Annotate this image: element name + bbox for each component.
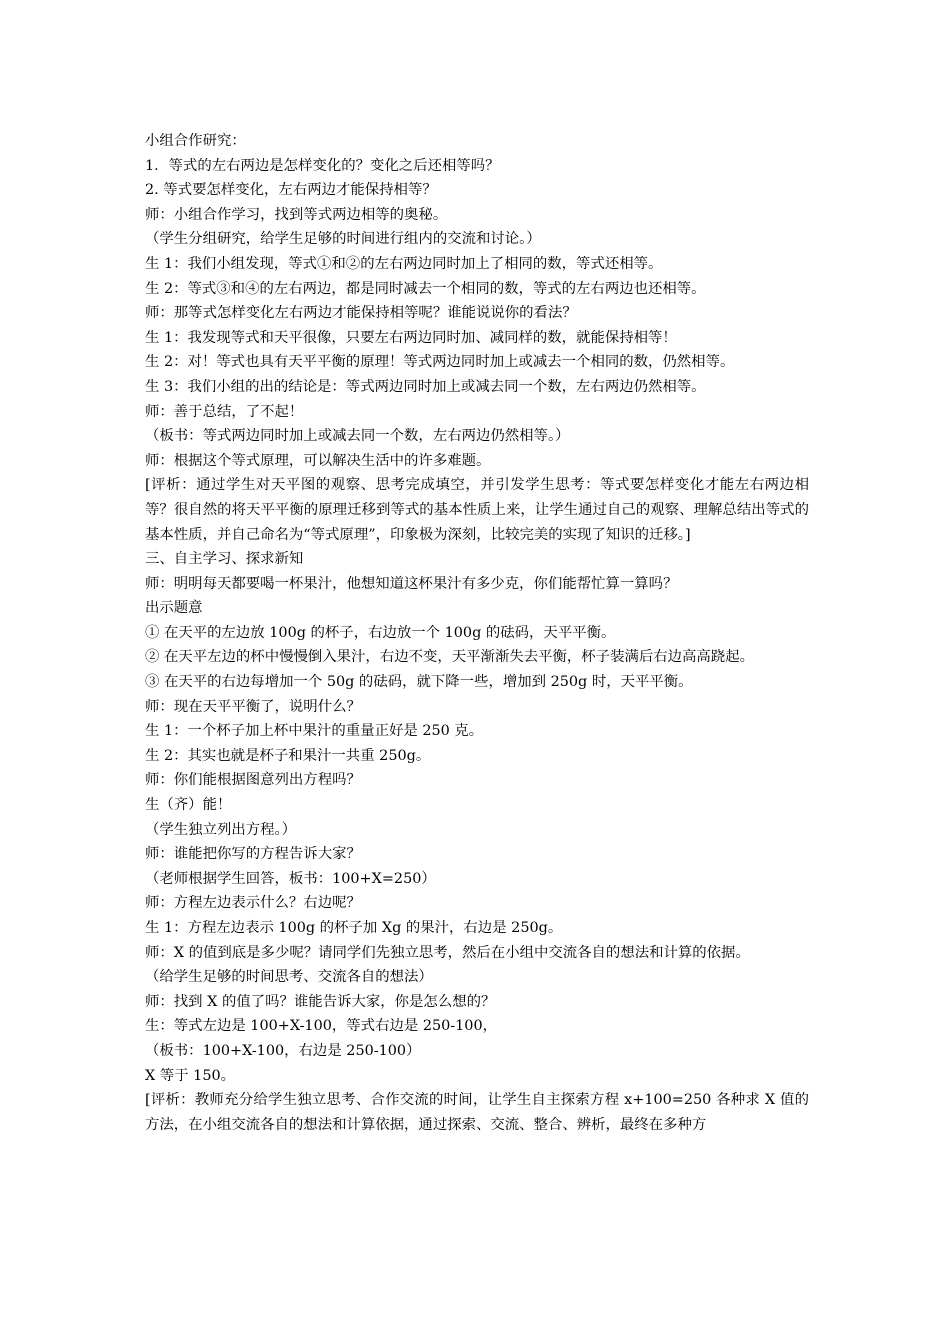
text-line: 生 2：对！等式也具有天平平衡的原理！等式两边同时加上或减去一个相同的数，仍然相等。 xyxy=(145,354,735,371)
text-line: 师：现在天平平衡了，说明什么？ xyxy=(145,698,361,715)
text-line: X 等于 150。 xyxy=(145,1067,236,1084)
text-line: 生 1：我发现等式和天平很像，只要左右两边同时加、减同样的数，就能保持相等！ xyxy=(145,329,677,346)
text-line: （板书：100+X-100，右边是 250-100） xyxy=(145,1042,421,1059)
text-line: ① 在天平的左边放 100g 的杯子，右边放一个 100g 的砝码，天平平衡。 xyxy=(145,624,616,641)
text-line: 1．等式的左右两边是怎样变化的？变化之后还相等吗？ xyxy=(145,157,500,174)
text-line: 生：等式左边是 100+X-100，等式右边是 250-100， xyxy=(145,1018,498,1035)
text-line: 师：善于总结，了不起！ xyxy=(145,403,304,420)
text-line: （给学生足够的时间思考、交流各自的想法） xyxy=(145,969,433,986)
text-line: （学生独立列出方程。） xyxy=(145,821,297,838)
comment-paragraph: [评析：教师充分给学生独立思考、合作交流的时间，让学生自主探索方程 x+100=250 各种求 X 值的方法，在小组交流各自的想法和计算依据，通过探索、交流、整合、辨析，最终在多种方 xyxy=(145,1092,809,1133)
text-line: 生 3：我们小组的出的结论是：等式两边同时加上或减去同一个数，左右两边仍然相等。 xyxy=(145,378,706,395)
text-line: 生 1：方程左边表示 100g 的杯子加 Xg 的果汁，右边是 250g。 xyxy=(145,920,563,936)
comment-paragraph: [评析：通过学生对天平图的观察、思考完成填空，并引发学生思考：等式要怎样变化才能左右两边相等？很自然的将天平平衡的原理迁移到等式的基本性质上来，让学生通过自己的观察、理解总结出等式的基本性质，并自己命名为“等式原理”，印象极为深刻，比较完美的实现了知识的迁移。] xyxy=(145,477,809,543)
text-line: 师：明明每天都要喝一杯果汁，他想知道这杯果汁有多少克，你们能帮忙算一算吗？ xyxy=(145,575,678,592)
text-line: （老师根据学生回答，板书：100+X=250） xyxy=(145,870,436,887)
text-line: （学生分组研究，给学生足够的时间进行组内的交流和讨论。） xyxy=(145,231,541,248)
text-line: 师：方程左边表示什么？右边呢？ xyxy=(145,895,361,912)
text-line: 2. 等式要怎样变化，左右两边才能保持相等？ xyxy=(145,182,437,199)
text-line: 师：根据这个等式原理，可以解决生活中的许多难题。 xyxy=(145,452,491,469)
text-line: （板书：等式两边同时加上或减去同一个数，左右两边仍然相等。） xyxy=(145,428,570,445)
text-paragraph: 师：X 的值到底是多少呢？请同学们先独立思考，然后在小组中交流各自的想法和计算的依据。 xyxy=(145,944,750,961)
text-paragraph: ② 在天平左边的杯中慢慢倒入果汁，右边不变，天平渐渐失去平衡，杯子装满后右边高高跷起。 xyxy=(145,649,754,666)
text-line: 生（齐）能！ xyxy=(145,797,232,814)
text-line: 出示题意 xyxy=(145,600,203,617)
text-line: 师：找到 X 的值了吗？谁能告诉大家，你是怎么想的？ xyxy=(145,993,496,1010)
text-line: 生 2：其实也就是杯子和果汁一共重 250g。 xyxy=(145,747,431,764)
text-line: ③ 在天平的右边每增加一个 50g 的砝码，就下降一些，增加到 250g 时，天平平衡。 xyxy=(145,674,693,691)
text-line: 师：你们能根据图意列出方程吗？ xyxy=(145,772,361,789)
section-heading: 三、自主学习、探求新知 xyxy=(145,551,304,568)
text-line: 生 2：等式③和④的左右两边，都是同时减去一个相同的数，等式的左右两边也还相等。 xyxy=(145,280,706,297)
text-line: 师：谁能把你写的方程告诉大家？ xyxy=(145,846,361,863)
text-line: 小组合作研究： xyxy=(145,133,246,149)
text-line: 师：小组合作学习，找到等式两边相等的奥秘。 xyxy=(145,206,448,223)
text-line: 师：那等式怎样变化左右两边才能保持相等呢？谁能说说你的看法？ xyxy=(145,305,577,322)
text-line: 生 1：一个杯子加上杯中果汁的重量正好是 250 克。 xyxy=(145,723,484,740)
document-page xyxy=(145,129,809,1137)
text-line: 生 1：我们小组发现，等式①和②的左右两边同时加上了相同的数，等式还相等。 xyxy=(145,255,663,272)
